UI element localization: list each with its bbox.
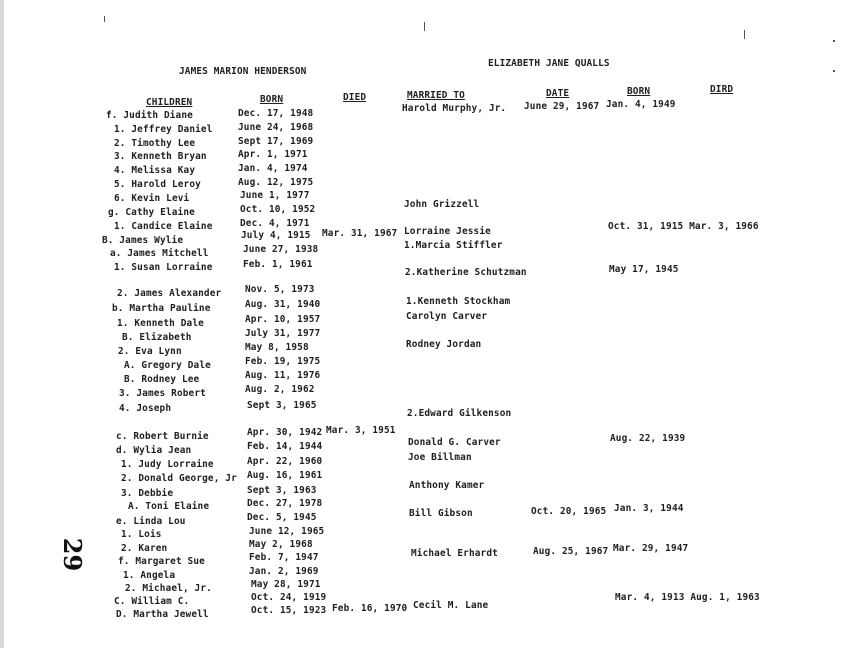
child-born: Aug. 12, 1975 bbox=[238, 177, 314, 188]
child-name: 1. Lois bbox=[121, 529, 162, 540]
scan-mark bbox=[104, 16, 105, 22]
child-born: Feb. 7, 1947 bbox=[249, 552, 319, 563]
child-born: May 8, 1958 bbox=[245, 342, 309, 353]
child-name: 3. Kenneth Bryan bbox=[114, 151, 207, 162]
child-name: f. Judith Diane bbox=[106, 110, 193, 121]
spouse-born: May 17, 1945 bbox=[609, 264, 679, 275]
child-born: Jan. 4, 1974 bbox=[238, 163, 308, 174]
husband-name: JAMES MARION HENDERSON bbox=[179, 66, 307, 77]
spouse-born: Jan. 3, 1944 bbox=[614, 503, 684, 514]
child-born: May 2, 1968 bbox=[249, 539, 313, 550]
spouse-name: Cecil M. Lane bbox=[413, 600, 489, 611]
marriage-date: Aug. 25, 1967 bbox=[533, 546, 609, 557]
child-born: July 31, 1977 bbox=[245, 328, 321, 339]
scan-mark bbox=[424, 22, 425, 31]
child-died: Feb. 16, 1970 bbox=[332, 603, 408, 614]
child-born: Aug. 11, 1976 bbox=[245, 370, 321, 381]
child-name: 4. Melissa Kay bbox=[114, 165, 196, 176]
child-born: Jan. 2, 1969 bbox=[249, 566, 319, 577]
column-spouse-died: DIRD bbox=[710, 84, 734, 95]
spouse-born: Jan. 4, 1949 bbox=[606, 99, 676, 110]
child-name: 2. James Alexander bbox=[117, 288, 222, 299]
spouse-name: 1.Marcia Stiffler bbox=[404, 240, 503, 251]
child-name: B. Elizabeth bbox=[122, 332, 192, 343]
child-name: e. Linda Lou bbox=[116, 516, 186, 527]
spouse-name: Bill Gibson bbox=[409, 508, 473, 519]
child-name: 2. Eva Lynn bbox=[118, 346, 182, 357]
column-married-to: MARRIED TO bbox=[407, 90, 465, 101]
child-born: May 28, 1971 bbox=[251, 579, 321, 590]
child-name: 1. Candice Elaine bbox=[114, 221, 213, 232]
child-name: 5. Harold Leroy bbox=[114, 179, 201, 190]
spouse-name: Rodney Jordan bbox=[406, 339, 482, 350]
column-date: DATE bbox=[546, 88, 570, 99]
child-born: Apr. 22, 1960 bbox=[247, 456, 323, 467]
child-name: g. Cathy Elaine bbox=[108, 207, 195, 218]
column-spouse-born: BORN bbox=[627, 86, 651, 97]
child-died: Mar. 3, 1951 bbox=[326, 425, 396, 436]
spouse-born-died: Oct. 31, 1915 Mar. 3, 1966 bbox=[608, 221, 759, 232]
child-born: Nov. 5, 1973 bbox=[245, 284, 315, 295]
child-name: 1. Kenneth Dale bbox=[117, 318, 204, 329]
column-children: CHILDREN bbox=[146, 97, 193, 108]
spouse-name: Lorraine Jessie bbox=[404, 226, 491, 237]
column-born: BORN bbox=[260, 94, 284, 105]
marriage-date: June 29, 1967 bbox=[524, 101, 600, 112]
child-born: June 12, 1965 bbox=[249, 526, 325, 537]
left-edge-shadow bbox=[0, 0, 4, 648]
child-born: Oct. 15, 1923 bbox=[251, 605, 327, 616]
child-born: Sept 3, 1965 bbox=[247, 400, 317, 411]
spouse-name: Michael Erhardt bbox=[411, 548, 498, 559]
spouse-name: Carolyn Carver bbox=[406, 311, 488, 322]
child-born: Aug. 16, 1961 bbox=[247, 470, 323, 481]
child-name: d. Wylia Jean bbox=[116, 445, 192, 456]
child-born: Dec. 5, 1945 bbox=[247, 512, 317, 523]
child-born: Dec. 27, 1978 bbox=[247, 498, 323, 509]
child-born: Aug. 2, 1962 bbox=[245, 384, 315, 395]
child-name: 2. Timothy Lee bbox=[114, 138, 196, 149]
spouse-name: John Grizzell bbox=[404, 199, 480, 210]
child-name: 1. Jeffrey Daniel bbox=[114, 124, 213, 135]
child-born: Feb. 14, 1944 bbox=[247, 441, 323, 452]
child-born: Apr. 1, 1971 bbox=[238, 149, 308, 160]
spouse-name: 2.Edward Gilkenson bbox=[407, 408, 512, 419]
spouse-name: Donald G. Carver bbox=[408, 437, 501, 448]
child-name: 1. Angela bbox=[123, 570, 176, 581]
child-born: Apr. 30, 1942 bbox=[247, 427, 323, 438]
child-name: 3. Debbie bbox=[121, 488, 174, 499]
child-born: Dec. 4, 1971 bbox=[240, 218, 310, 229]
child-born: Apr. 10, 1957 bbox=[245, 314, 321, 325]
child-name: B. Rodney Lee bbox=[124, 374, 200, 385]
spouse-name: 2.Katherine Schutzman bbox=[405, 267, 527, 278]
child-name: 4. Joseph bbox=[119, 403, 172, 414]
child-born: June 24, 1968 bbox=[238, 122, 314, 133]
child-name: 6. Kevin Levi bbox=[114, 193, 190, 204]
child-born: June 1, 1977 bbox=[240, 190, 310, 201]
child-name: A. Toni Elaine bbox=[128, 501, 210, 512]
child-name: b. Martha Pauline bbox=[112, 303, 211, 314]
scan-mark bbox=[833, 40, 835, 42]
child-name: c. Robert Burnie bbox=[116, 431, 209, 442]
child-born: Feb. 1, 1961 bbox=[243, 259, 313, 270]
scan-mark bbox=[833, 70, 835, 72]
child-name: D. Martha Jewell bbox=[116, 609, 209, 620]
spouse-born-died: Mar. 4, 1913 Aug. 1, 1963 bbox=[615, 592, 760, 603]
child-born: July 4, 1915 bbox=[241, 230, 311, 241]
child-name: 2. Michael, Jr. bbox=[125, 583, 212, 594]
marriage-date: Oct. 20, 1965 bbox=[531, 506, 607, 517]
child-born: Dec. 17, 1948 bbox=[238, 108, 314, 119]
child-born: Feb. 19, 1975 bbox=[245, 356, 321, 367]
child-born: Sept 17, 1969 bbox=[238, 136, 314, 147]
child-name: a. James Mitchell bbox=[110, 248, 209, 259]
child-name: f. Margaret Sue bbox=[118, 556, 205, 567]
spouse-born: Aug. 22, 1939 bbox=[610, 433, 686, 444]
child-born: Sept 3, 1963 bbox=[247, 485, 317, 496]
child-name: B. James Wylie bbox=[102, 235, 184, 246]
scan-mark bbox=[744, 30, 745, 39]
spouse-name: Joe Billman bbox=[408, 452, 472, 463]
child-name: 2. Karen bbox=[121, 543, 168, 554]
child-name: 3. James Robert bbox=[119, 388, 206, 399]
column-died: DIED bbox=[343, 92, 367, 103]
child-born: Oct. 24, 1919 bbox=[251, 592, 327, 603]
spouse-name: Harold Murphy, Jr. bbox=[402, 103, 507, 114]
child-name: C. William C. bbox=[114, 596, 190, 607]
spouse-born: Mar. 29, 1947 bbox=[613, 543, 689, 554]
child-born: Oct. 10, 1952 bbox=[240, 204, 316, 215]
child-name: 1. Susan Lorraine bbox=[114, 262, 213, 273]
child-name: 1. Judy Lorraine bbox=[121, 459, 214, 470]
page-number: 29 bbox=[58, 537, 88, 572]
child-born: June 27, 1938 bbox=[243, 244, 319, 255]
spouse-name: Anthony Kamer bbox=[409, 480, 485, 491]
child-name: A. Gregory Dale bbox=[124, 360, 211, 371]
child-name: 2. Donald George, Jr bbox=[121, 473, 237, 484]
wife-name: ELIZABETH JANE QUALLS bbox=[488, 58, 610, 69]
child-died: Mar. 31, 1967 bbox=[322, 228, 398, 239]
spouse-name: 1.Kenneth Stockham bbox=[406, 296, 511, 307]
child-born: Aug. 31, 1940 bbox=[245, 299, 321, 310]
